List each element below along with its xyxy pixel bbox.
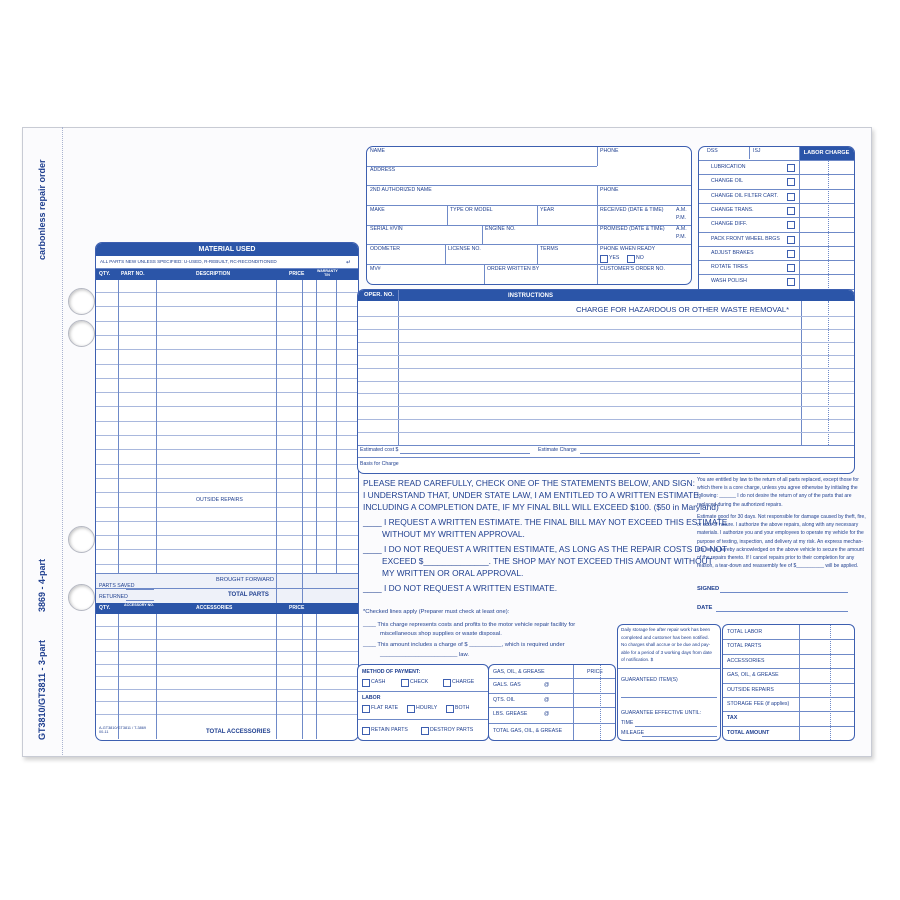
material-used-title: MATERIAL USED — [96, 243, 358, 256]
oper-no-label: OPER. NO. — [364, 292, 394, 298]
hazard-charge-label: CHARGE FOR HAZARDOUS OR OTHER WASTE REMOVAL* — [576, 305, 790, 314]
parts-note: ALL PARTS NEW UNLESS SPECIFIED: U-USED, R-REBUILT, RC-RECONDITIONED — [100, 259, 277, 264]
type-model-label: TYPE OR MODEL — [450, 207, 493, 213]
instruction-row-line — [358, 342, 854, 343]
both-checkbox[interactable] — [446, 705, 454, 713]
labor-charge-header: LABOR CHARGE — [799, 147, 854, 160]
accessory-row-line — [96, 651, 358, 652]
storage-panel — [617, 624, 721, 741]
signed-label: SIGNED — [697, 586, 720, 592]
charge-line-1b: miscellaneous shop supplies or waste disposal. — [380, 631, 502, 637]
material-col-line — [336, 280, 337, 580]
perforation-line — [62, 127, 63, 755]
legal-parts-line: You are entitled by law to the return of all parts replaced, except those for — [697, 477, 859, 483]
col-warranty: WARRANTY T/N — [317, 269, 338, 277]
material-used-panel: MATERIAL USED ALL PARTS NEW UNLESS SPECIFIED: U-USED, R-REBUILT, RC-RECONDITIONED ↵ QTY. PART NO. DESCRIPTION PRICE WARRANTY T/N OUTSIDE REPAIRS BROUGHT FORWARD PARTS SAVED RETURNED TOTAL PARTS QTY. ACCESSORY NO. ACCESSORIES PRICE A-GT3810/GT3811 / T-3869 00-11 TOTAL ACCESSORIES — [95, 242, 359, 741]
service-item-label: CHANGE OIL FILTER CART. — [711, 192, 779, 199]
phone2-label: PHONE — [600, 187, 619, 193]
service-item-checkbox[interactable] — [787, 164, 795, 172]
mv-label: MV# — [370, 266, 381, 272]
totals-row-label: ACCESSORIES — [727, 657, 765, 664]
hourly-label: HOURLY — [416, 705, 438, 711]
pm-label-2: P.M. — [676, 234, 686, 240]
estimated-cost-label: Estimated cost $ — [360, 447, 399, 453]
gas-oil-grease-title: GAS, OIL, & GREASE — [493, 669, 545, 675]
side-4part-label: 3869 - 4-part — [37, 558, 47, 612]
binder-hole — [68, 584, 95, 611]
legal-authorization-line: ic's lien is hereby acknowledged on the above vehicle to secure the amount — [697, 546, 864, 553]
material-col-line — [302, 280, 303, 580]
legal-authorization-line: or acts of nature. I authorize the above repairs, along with any necessary — [697, 522, 859, 529]
service-item-checkbox[interactable] — [787, 250, 795, 258]
yes-label: YES — [609, 255, 620, 261]
accessory-row-line — [96, 714, 358, 715]
legal-authorization-line: reason, a tear-down and reassembly fee of $__________ will be applied. — [697, 563, 859, 570]
labor-title: LABOR — [362, 695, 381, 701]
instruction-row-line — [358, 406, 854, 407]
service-item-label: CHANGE OIL — [711, 178, 743, 185]
storage-fee-line: able for a period of 3 working days from date — [621, 649, 712, 655]
make-label: MAKE — [370, 207, 385, 213]
instruction-row-line — [358, 329, 854, 330]
accessory-row-line — [96, 676, 358, 677]
accessory-row-line — [96, 664, 358, 665]
service-item-label: CHANGE DIFF. — [711, 221, 748, 228]
accessory-row-line — [96, 626, 358, 627]
check-label: CHECK — [410, 679, 429, 685]
isj-label: ISJ — [753, 148, 761, 154]
service-item-checkbox[interactable] — [787, 221, 795, 229]
gas-row-label: GALS. GAS — [493, 682, 521, 688]
charge-line-2[interactable]: ____ This amount includes a charge of $ __________, which is required under — [363, 642, 565, 648]
material-row-line — [96, 449, 358, 450]
totals-panel — [722, 624, 855, 741]
checked-lines-note: *Checked lines apply (Preparer must check at least one): — [363, 609, 510, 615]
material-row-line — [96, 349, 358, 350]
material-row-line — [96, 321, 358, 322]
storage-fee-line: completed and customer has been notified. — [621, 634, 709, 640]
flat-rate-checkbox[interactable] — [362, 705, 370, 713]
material-row-line — [96, 507, 358, 508]
service-item-label: PACK FRONT WHEEL BRGS — [711, 235, 780, 242]
totals-row-label: TOTAL LABOR — [727, 629, 763, 635]
estimate-charge-label: Estimate Charge — [538, 447, 577, 453]
material-row-line — [96, 492, 358, 493]
instruction-row-line — [358, 355, 854, 356]
service-item-checkbox[interactable] — [787, 207, 795, 215]
am-label: A.M. — [676, 207, 687, 213]
acc-col-accessories: ACCESSORIES — [196, 605, 233, 611]
order-written-by-label: ORDER WRITTEN BY — [487, 266, 540, 272]
phone-ready-label: PHONE WHEN READY — [600, 246, 656, 252]
option-written-estimate-2: WITHOUT MY WRITTEN APPROVAL. — [382, 529, 525, 539]
acc-col-price: PRICE — [289, 605, 305, 611]
instruction-row-line — [358, 419, 854, 420]
payment-method-title: METHOD OF PAYMENT: — [362, 669, 421, 675]
pm-label: P.M. — [676, 215, 686, 221]
gas-price-label: PRICE — [587, 669, 603, 675]
instruction-row-line — [358, 393, 854, 394]
option-no-estimate[interactable]: ____ I DO NOT REQUEST A WRITTEN ESTIMATE. — [363, 583, 558, 593]
accessory-row-line — [96, 689, 358, 690]
totals-row-label: TOTAL PARTS — [727, 643, 762, 650]
second-name-label: 2ND AUTHORIZED NAME — [370, 187, 432, 193]
statement-line-2: I UNDERSTAND THAT, UNDER STATE LAW, I AM ENTITLED TO A WRITTEN ESTIMATE, — [363, 490, 702, 500]
material-row-line — [96, 549, 358, 550]
mileage-label: MILEAGE — [621, 730, 645, 736]
charge-checkbox[interactable] — [443, 679, 451, 687]
total-gas-label: TOTAL GAS, OIL, & GREASE — [493, 728, 563, 734]
material-row-line — [96, 521, 358, 522]
material-row-line — [96, 406, 358, 407]
acc-col-qty: QTY. — [99, 605, 111, 611]
statement-heading: PLEASE READ CAREFULLY, CHECK ONE OF THE STATEMENTS BELOW, AND SIGN: — [363, 478, 695, 488]
instruction-row-line — [358, 316, 854, 317]
material-row-line — [96, 364, 358, 365]
total-accessories-label: TOTAL ACCESSORIES — [206, 729, 271, 735]
material-row-line — [96, 292, 358, 293]
legal-authorization-line: purpose of testing, inspection, and delivery at my risk. An express mechan- — [697, 538, 863, 545]
option-no-estimate-limit-3: MY WRITTEN OR ORAL APPROVAL. — [382, 568, 524, 578]
instruction-row-line — [358, 381, 854, 382]
legal-authorization-line: Estimate good for 30 days. Not responsible for damage caused by theft, fire, — [697, 514, 866, 520]
charge-line-2b: ________________________ law. — [380, 652, 469, 658]
engine-label: ENGINE NO. — [485, 226, 516, 232]
side-carbonless-label: carbonless repair order — [37, 159, 47, 260]
destroy-parts-checkbox[interactable] — [421, 727, 429, 735]
am-label-2: A.M. — [676, 226, 687, 232]
storage-fee-line: Daily storage fee after repair work has been — [621, 627, 711, 632]
col-qty: QTY. — [99, 271, 111, 277]
cash-checkbox[interactable] — [362, 679, 370, 687]
acc-col-no: ACCESSORY NO. — [124, 603, 154, 607]
totals-row-label: TOTAL AMOUNT — [727, 729, 770, 736]
material-row-line — [96, 335, 358, 336]
legal-authorization-line: materials. I authorize you and your employees to operate my vehicle for the — [697, 530, 864, 537]
storage-fee-line: No charges shall accrue or be due and pay- — [621, 642, 711, 648]
hourly-checkbox[interactable] — [407, 705, 415, 713]
material-row-line — [96, 464, 358, 465]
phone-yes-checkbox[interactable] — [600, 255, 608, 263]
option-no-estimate-limit[interactable]: ____ I DO NOT REQUEST A WRITTEN ESTIMATE, AS LONG AS THE REPAIR COSTS DO NOT — [363, 544, 728, 554]
instruction-row-line — [358, 368, 854, 369]
legal-parts-line: following: ______ I do not desire the return of any of the parts that are — [697, 493, 852, 500]
brought-forward-label: BROUGHT FORWARD — [216, 577, 275, 583]
accessory-row-line — [96, 701, 358, 702]
service-item-label: CHANGE TRANS. — [711, 206, 754, 213]
service-item-label: ADJUST BRAKES — [711, 249, 754, 256]
legal-authorization-line: of the repairs thereto. If I cancel repairs prior to their completion for any — [697, 555, 855, 561]
year-label: YEAR — [540, 207, 555, 213]
totals-row-label: TAX — [727, 715, 738, 722]
time-label: TIME — [621, 720, 634, 726]
form-code: A-GT3810/GT3811 / T-3869 00-11 — [99, 726, 146, 735]
instructions-title: INSTRUCTIONS — [508, 293, 553, 299]
service-item-checkbox[interactable] — [787, 178, 795, 186]
cash-label: CASH — [371, 679, 386, 685]
instructions-panel — [357, 289, 855, 474]
guarantee-effective-label: GUARANTEE EFFECTIVE UNTIL: — [621, 710, 702, 716]
gas-row-at: @ — [544, 682, 550, 688]
parts-saved-label: PARTS SAVED — [99, 583, 135, 589]
gas-row-at: @ — [544, 696, 550, 703]
no-label: NO — [636, 255, 644, 261]
charge-label: CHARGE — [452, 679, 475, 685]
col-description: DESCRIPTION — [196, 271, 231, 277]
material-row-line — [96, 421, 358, 422]
instructions-header-bar — [358, 290, 854, 301]
material-row-line — [96, 306, 358, 307]
col-part-no: PART NO. — [121, 271, 145, 277]
material-row-line — [96, 378, 358, 379]
gas-row-at: @ — [544, 711, 550, 718]
material-row-line — [96, 478, 358, 479]
accessory-row-line — [96, 639, 358, 640]
promised-label: PROMISED (DATE & TIME) — [600, 226, 665, 232]
retain-parts-label: RETAIN PARTS — [371, 727, 408, 733]
material-col-line — [316, 280, 317, 580]
odometer-label: ODOMETER — [370, 246, 400, 252]
serial-label: SERIAL #/VIN — [370, 226, 403, 232]
terms-label: TERMS — [540, 246, 559, 252]
date-label: DATE — [697, 605, 713, 611]
gas-oil-grease-panel — [488, 664, 616, 741]
material-col-line — [156, 280, 157, 580]
returned-label: RETURNED — [99, 594, 128, 600]
material-row-line — [96, 392, 358, 393]
service-item-checkbox[interactable] — [787, 264, 795, 272]
phone-no-checkbox[interactable] — [627, 255, 635, 263]
service-item-checkbox[interactable] — [787, 193, 795, 201]
storage-fee-line: of notification. $ — [621, 657, 654, 663]
service-item-checkbox[interactable] — [787, 278, 795, 286]
outside-repairs-label: OUTSIDE REPAIRS — [196, 497, 243, 503]
material-col-line — [118, 280, 119, 580]
received-label: RECEIVED (DATE & TIME) — [600, 207, 664, 213]
service-item-label: LUBRICATION — [711, 164, 746, 170]
dss-label: DSS — [707, 148, 718, 154]
retain-parts-checkbox[interactable] — [362, 727, 370, 735]
service-checklist-panel — [698, 146, 855, 303]
basis-for-charge-label: Basis for Charge — [360, 461, 399, 467]
col-price: PRICE — [289, 271, 305, 277]
phone-field-label: PHONE — [600, 148, 619, 154]
material-row-line — [96, 564, 358, 565]
totals-row-label: OUTSIDE REPAIRS — [727, 686, 774, 693]
material-row-line — [96, 535, 358, 536]
guaranteed-items-label: GUARANTEED ITEM(S) — [621, 677, 678, 683]
option-no-estimate-limit-2: EXCEED $______________. THE SHOP MAY NOT EXCEED THIS AMOUNT WITHOUT — [382, 556, 713, 566]
license-label: LICENSE NO. — [448, 246, 481, 252]
binder-hole — [68, 320, 95, 347]
gas-row-label: LBS. GREASE — [493, 711, 528, 718]
flat-rate-label: FLAT RATE — [371, 705, 399, 711]
side-3part-label: GT3810/GT3811 - 3-part — [37, 639, 47, 740]
legal-parts-line: which there is a core charge, unless you agree otherwise by initialing the — [697, 485, 858, 492]
total-parts-label: TOTAL PARTS — [228, 592, 269, 598]
gas-row-label: QTS. OIL — [493, 696, 515, 703]
customer-order-label: CUSTOMER'S ORDER NO. — [600, 266, 665, 272]
legal-parts-line: replaced during the authorized repairs. — [697, 501, 783, 508]
service-item-label: ROTATE TIRES — [711, 264, 748, 271]
option-written-estimate[interactable]: ____ I REQUEST A WRITTEN ESTIMATE. THE FINAL BILL MAY NOT EXCEED THIS ESTIMATE — [363, 517, 728, 527]
both-label: BOTH — [455, 705, 470, 711]
charge-line-1[interactable]: ____ This charge represents costs and profits to the motor vehicle repair facility for — [363, 622, 576, 628]
payment-panel — [357, 664, 489, 741]
check-checkbox[interactable] — [401, 679, 409, 687]
totals-row-label: GAS, OIL, & GREASE — [727, 672, 779, 679]
address-field-label: ADDRESS — [370, 167, 396, 173]
service-item-label: WASH POLISH — [711, 278, 747, 285]
name-field-label: NAME — [370, 148, 385, 154]
material-col-line — [276, 280, 277, 580]
totals-row-label: STORAGE FEE (if applies) — [727, 701, 790, 707]
binder-hole — [68, 288, 95, 315]
material-row-line — [96, 435, 358, 436]
statement-line-3: INCLUDING A COMPLETION DATE, IF MY FINAL BILL WILL EXCEED $100. ($50 in Maryland) — [363, 502, 719, 512]
binder-hole — [68, 526, 95, 553]
service-item-checkbox[interactable] — [787, 236, 795, 244]
destroy-parts-label: DESTROY PARTS — [430, 727, 474, 733]
instruction-row-line — [358, 432, 854, 433]
customer-info-panel — [366, 146, 692, 285]
